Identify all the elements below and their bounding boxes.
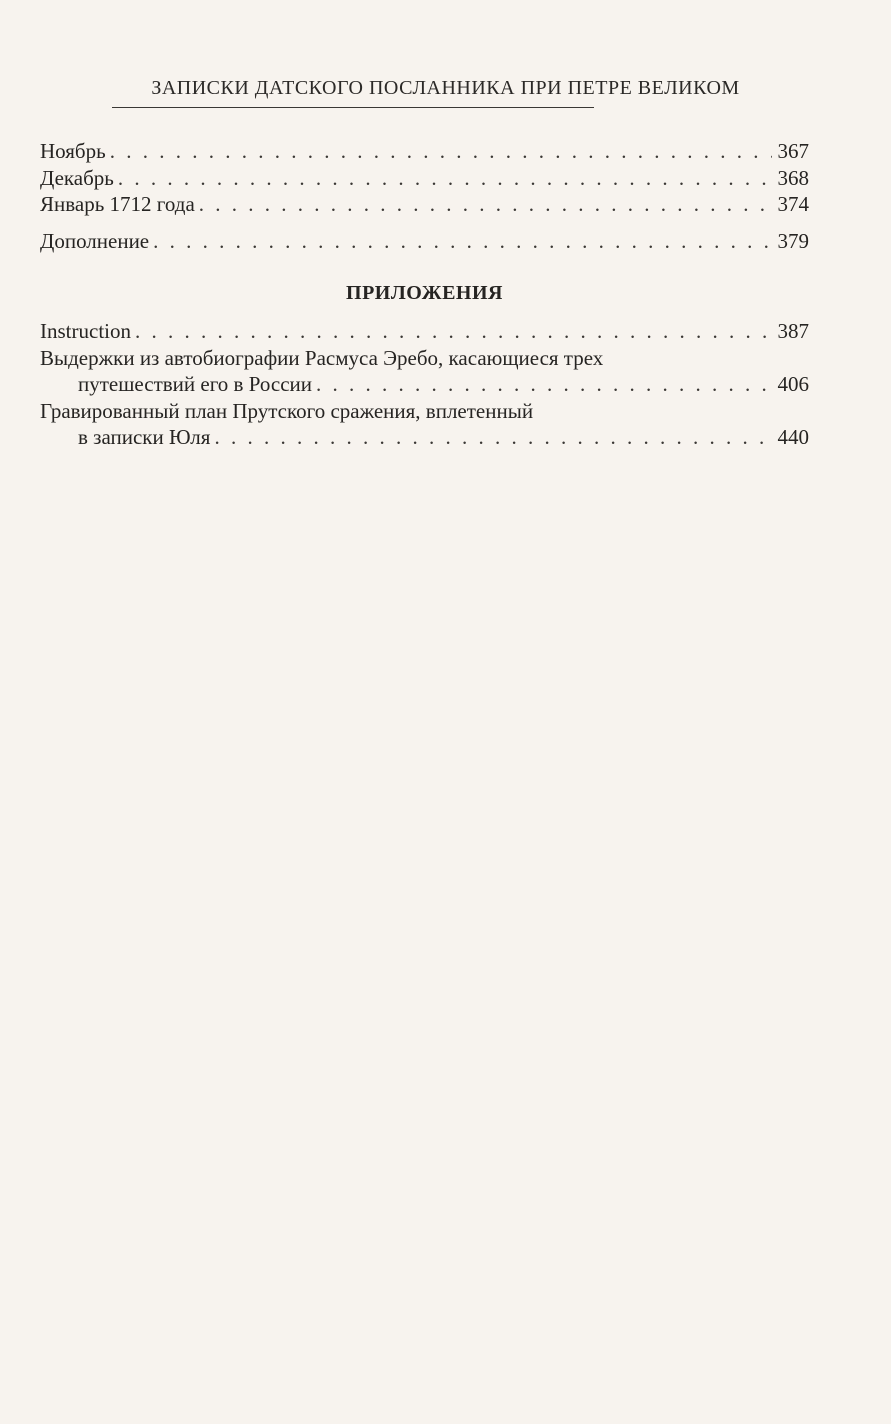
toc-entry bbox=[40, 138, 809, 165]
toc-entry bbox=[40, 191, 809, 218]
toc-entry-page: 379 bbox=[777, 229, 809, 253]
toc-entry bbox=[40, 424, 809, 451]
toc-entry-page: 406 bbox=[777, 372, 809, 396]
toc-top bbox=[40, 138, 809, 218]
toc-appendix bbox=[40, 318, 809, 451]
toc-entry-label: Январь 1712 года bbox=[40, 192, 195, 216]
dot-leader bbox=[110, 138, 772, 165]
dot-leader bbox=[199, 191, 772, 218]
dot-leader bbox=[118, 165, 772, 192]
toc-entry-label-line: Выдержки из автобиографии Расмуса Эребо, касающиеся трех bbox=[40, 345, 604, 370]
toc-entry-page: 440 bbox=[777, 425, 809, 449]
toc-entry-page: 367 bbox=[777, 139, 809, 163]
dot-leader bbox=[316, 371, 771, 398]
toc-entry-label-line: Гравированный план Прутского сражения, вплетенный bbox=[40, 398, 534, 423]
toc-addendum bbox=[40, 228, 809, 255]
toc-entry-label: в записки Юля bbox=[78, 425, 211, 449]
dot-leader bbox=[214, 424, 771, 451]
toc-entry-page: 374 bbox=[777, 192, 809, 216]
section-title: ПРИЛОЖЕНИЯ bbox=[346, 282, 503, 304]
toc-entry bbox=[40, 371, 809, 398]
toc-entry-label: Instruction bbox=[40, 319, 131, 343]
toc-entry-page: 368 bbox=[777, 165, 809, 190]
toc-entry-label: Дополнение bbox=[40, 229, 150, 253]
running-head: ЗАПИСКИ ДАТСКОГО ПОСЛАННИКА ПРИ ПЕТРЕ ВЕЛИКОМ bbox=[151, 77, 740, 99]
toc-entry bbox=[40, 228, 809, 255]
toc-entry-label: путешествий его в России bbox=[78, 372, 313, 396]
toc-entry-label: Декабрь bbox=[40, 165, 114, 190]
head-rule bbox=[112, 107, 594, 108]
dot-leader bbox=[135, 318, 772, 345]
toc-entry bbox=[40, 318, 809, 345]
toc-entry-label: Ноябрь bbox=[40, 139, 106, 163]
toc-entry bbox=[40, 165, 809, 192]
dot-leader bbox=[153, 228, 771, 255]
toc-entry-page: 387 bbox=[777, 319, 809, 343]
